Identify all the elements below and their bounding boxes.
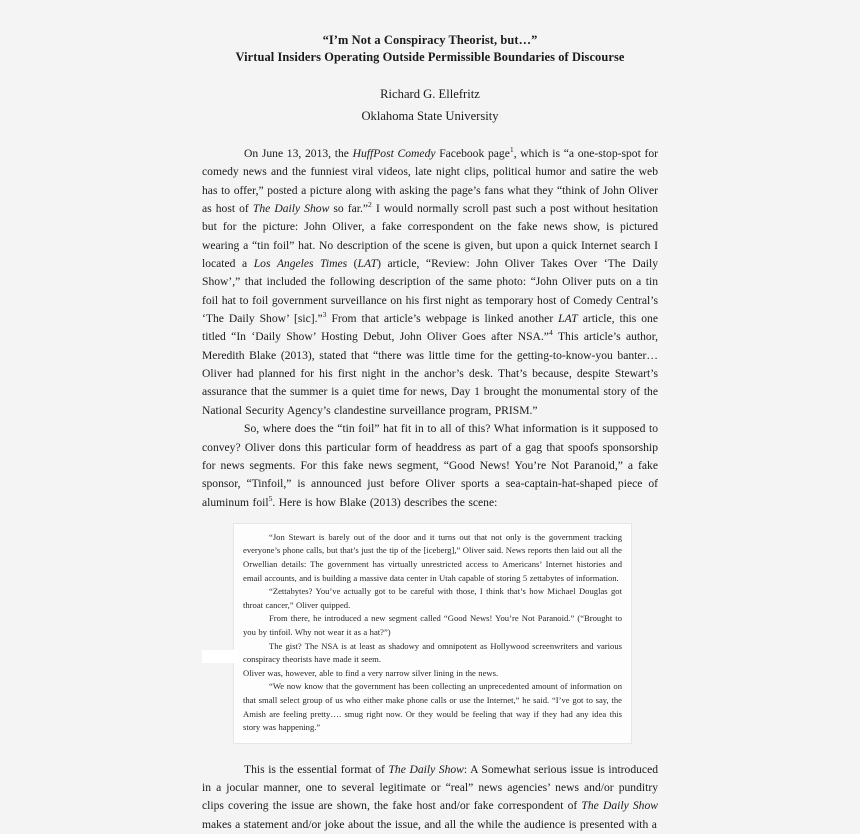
italic-run: The Daily Show — [388, 762, 464, 776]
block-quote — [233, 523, 632, 744]
text-run: makes a statement and/or joke about the issue, and all the while the audience is presented with a — [202, 817, 657, 831]
author-block — [202, 83, 658, 127]
author-name: Richard G. Ellefritz — [380, 87, 480, 101]
footnote-marker: 3 — [322, 310, 327, 320]
italic-run: LAT — [357, 257, 378, 271]
text-run: On June 13, 2013, the — [244, 147, 353, 160]
text-run: So, where does the “tin foil” hat fit in to all of this? What information is it supposed to convey? Oliver dons this particular form of headdress as part of a gag that spoofs sponsorship for news segments. For this fake news segment, “Good News! You’re Not Paranoid,” a fake sponsor, “Tinfoil,” is announced just before Oliver sports a sea-captain-hat-shaped piece of aluminum foil — [202, 422, 658, 509]
document-content — [202, 32, 658, 834]
quote-paragraph: “Zettabytes? You’ve actually got to be careful with those, I think that’s how Michael Douglas got throat cancer,” Oliver quipped. — [243, 586, 622, 610]
italic-run: HuffPost Comedy — [352, 147, 436, 160]
white-patch-artifact — [202, 650, 238, 663]
quote-paragraph: The gist? The NSA is at least as shadowy and omnipotent as Hollywood screenwriters and various conspiracy theorists have made it seem. — [243, 640, 622, 665]
text-run: ( — [347, 257, 358, 271]
body-paragraph-3 — [202, 761, 658, 834]
document-title — [202, 32, 658, 66]
footnote-marker: 5 — [268, 493, 273, 503]
italic-run: LAT — [558, 312, 578, 326]
text-run: ) article, “Review: John Oliver Takes Over ‘The Daily Show’,” that included the following description of the same photo: “John Oliver puts on a tin foil hat to foil government surveillance on his first night as temporary host of Comedy Central’s ‘The Daily Show’ [sic].” — [202, 257, 658, 326]
text-run: This is the essential format of — [244, 762, 389, 776]
quote-paragraph: “Jon Stewart is barely out of the door and it turns out that not only is the government tracking everyone’s phone calls, but that’s just the tip of the [iceberg],” Oliver said. News reports then laid out all the Orwellian details: The government has virtually unrestricted access to Americans’ Internet histories and email accounts, and is building a massive data center in Utah capable of storing 5 zettabytes of information. — [243, 531, 622, 583]
title-line-1: “I’m Not a Conspiracy Theorist, but…” — [322, 33, 538, 47]
text-run: : A Somewhat serious issue is introduced in a jocular manner, one to several legitimate or “real” news agencies’ news and/or punditry clips covering the issue are shown, the fake host and/or fake correspondent of — [202, 762, 659, 813]
text-run: From that article’s webpage is linked another — [326, 312, 559, 326]
title-line-2: Virtual Insiders Operating Outside Permissible Boundaries of Discourse — [235, 50, 625, 64]
italic-run: The Daily Show — [581, 799, 658, 813]
text-run: I would normally scroll past such a post without hesitation but for the picture: John Oliver, a fake correspondent on the fake news show, is pictured wearing a “tin foil” hat. No description of the scene is given, but upon a quick Internet search I located a — [202, 202, 658, 271]
footnote-marker: 2 — [368, 200, 372, 210]
body-paragraph-2 — [202, 420, 658, 512]
text-run: , which is “a one-stop-spot for comedy news and the funniest viral videos, late night clips, political humor and satire the web has to offer,” posted a picture along with asking the page’s fans what they “think of John Oliver as host of — [202, 147, 659, 216]
footnote-marker: 4 — [548, 328, 553, 338]
text-run: . Here is how Blake (2013) describes the scene: — [272, 495, 498, 509]
quote-paragraph: Oliver was, however, able to find a very narrow silver lining in the news. — [243, 667, 499, 678]
italic-run: Los Angeles Times — [253, 257, 348, 271]
author-affiliation: Oklahoma State University — [361, 109, 499, 123]
text-run: Facebook page — [435, 147, 510, 160]
body-paragraph-1 — [202, 145, 658, 420]
text-run: article, this one titled “In ‘Daily Show’ Hosting Debut, John Oliver Goes after NSA.” — [202, 312, 658, 344]
text-run: This article’s author, Meredith Blake (2013), stated that “there was little time for the getting-to-know-you banter…Oliver had planned for his first night in the anchor’s desk. That’s because, despite Stewart’s assurance that the summer is a quiet time for news, Day 1 brought the monumental story of the National Security Agency’s clandestine surveillance program, PRISM.” — [202, 330, 659, 417]
quote-paragraph: “We now know that the government has been collecting an unprecedented amount of information on that small select group of us who either make phone calls or use the Internet,” he said. “I’ve got to say, the Amish are feeling pretty…. smug right now. Or they would be feeling that way if they had any idea this story was happening.” — [243, 681, 622, 733]
text-run: so far.” — [329, 202, 369, 216]
quote-paragraph: From there, he introduced a new segment called “Good News! You’re Not Paranoid.” (“Brought to you by tinfoil. Why not wear it as a hat?”) — [243, 613, 622, 638]
italic-run: The Daily Show — [252, 202, 330, 216]
footnote-marker: 1 — [509, 145, 514, 155]
